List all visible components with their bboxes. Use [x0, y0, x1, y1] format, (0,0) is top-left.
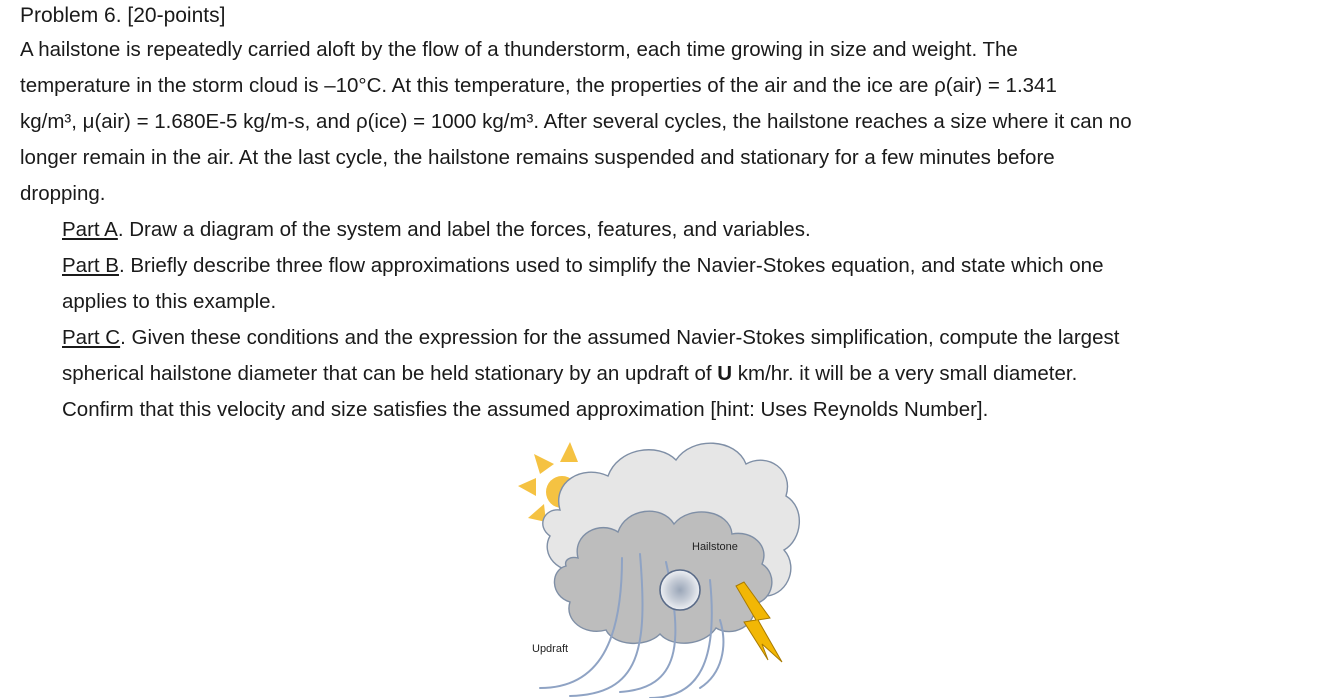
problem-intro	[20, 32, 1310, 212]
part-b-text-1: . Briefly describe three flow approximations used to simplify the Navier-Stokes equation, and state which one	[118, 254, 1104, 277]
intro-line-5: dropping.	[20, 182, 106, 205]
part-c-heading: Part C	[62, 326, 121, 349]
part-a-heading: Part A	[62, 218, 118, 241]
part-c-text-2-pre: spherical hailstone diameter that can be held stationary by an updraft of	[62, 362, 718, 385]
hailstone-icon	[660, 570, 700, 610]
part-c-text-2-post: km/hr. it will be a very small diameter.	[732, 362, 1078, 385]
part-a	[62, 212, 1310, 248]
part-c	[62, 320, 1310, 356]
thunderstorm-diagram	[500, 430, 820, 698]
problem-parts	[20, 212, 1310, 428]
problem-title: Problem 6. [20-points]	[20, 4, 226, 27]
variable-u: U	[717, 362, 733, 385]
part-b-heading: Part B	[62, 254, 119, 277]
intro-line-3: kg/m³, μ(air) = 1.680E-5 kg/m-s, and ρ(ice) = 1000 kg/m³. After several cycles, the hailstone reaches a size where it can no	[20, 110, 1132, 133]
part-c-text-1: . Given these conditions and the expression for the assumed Navier-Stokes simplification, compute the largest	[120, 326, 1120, 349]
part-b-continued: applies to this example.	[62, 290, 277, 313]
intro-line-4: longer remain in the air. At the last cycle, the hailstone remains suspended and stationary for a few minutes before	[20, 146, 1055, 169]
intro-line-2: temperature in the storm cloud is –10°C. At this temperature, the properties of the air and the ice are ρ(air) = 1.341	[20, 74, 1057, 97]
intro-line-1: A hailstone is repeatedly carried aloft by the flow of a thunderstorm, each time growing in size and weight. The	[20, 38, 1018, 61]
problem-document	[20, 0, 1310, 428]
part-c-line-3: Confirm that this velocity and size satisfies the assumed approximation [hint: Uses Reynolds Number].	[62, 398, 989, 421]
part-a-text: . Draw a diagram of the system and label the forces, features, and variables.	[117, 218, 811, 241]
part-c-line-2	[62, 356, 1310, 392]
part-b	[62, 248, 1310, 284]
updraft-label: Updraft	[532, 643, 569, 655]
hailstone-label: Hailstone	[692, 541, 738, 553]
